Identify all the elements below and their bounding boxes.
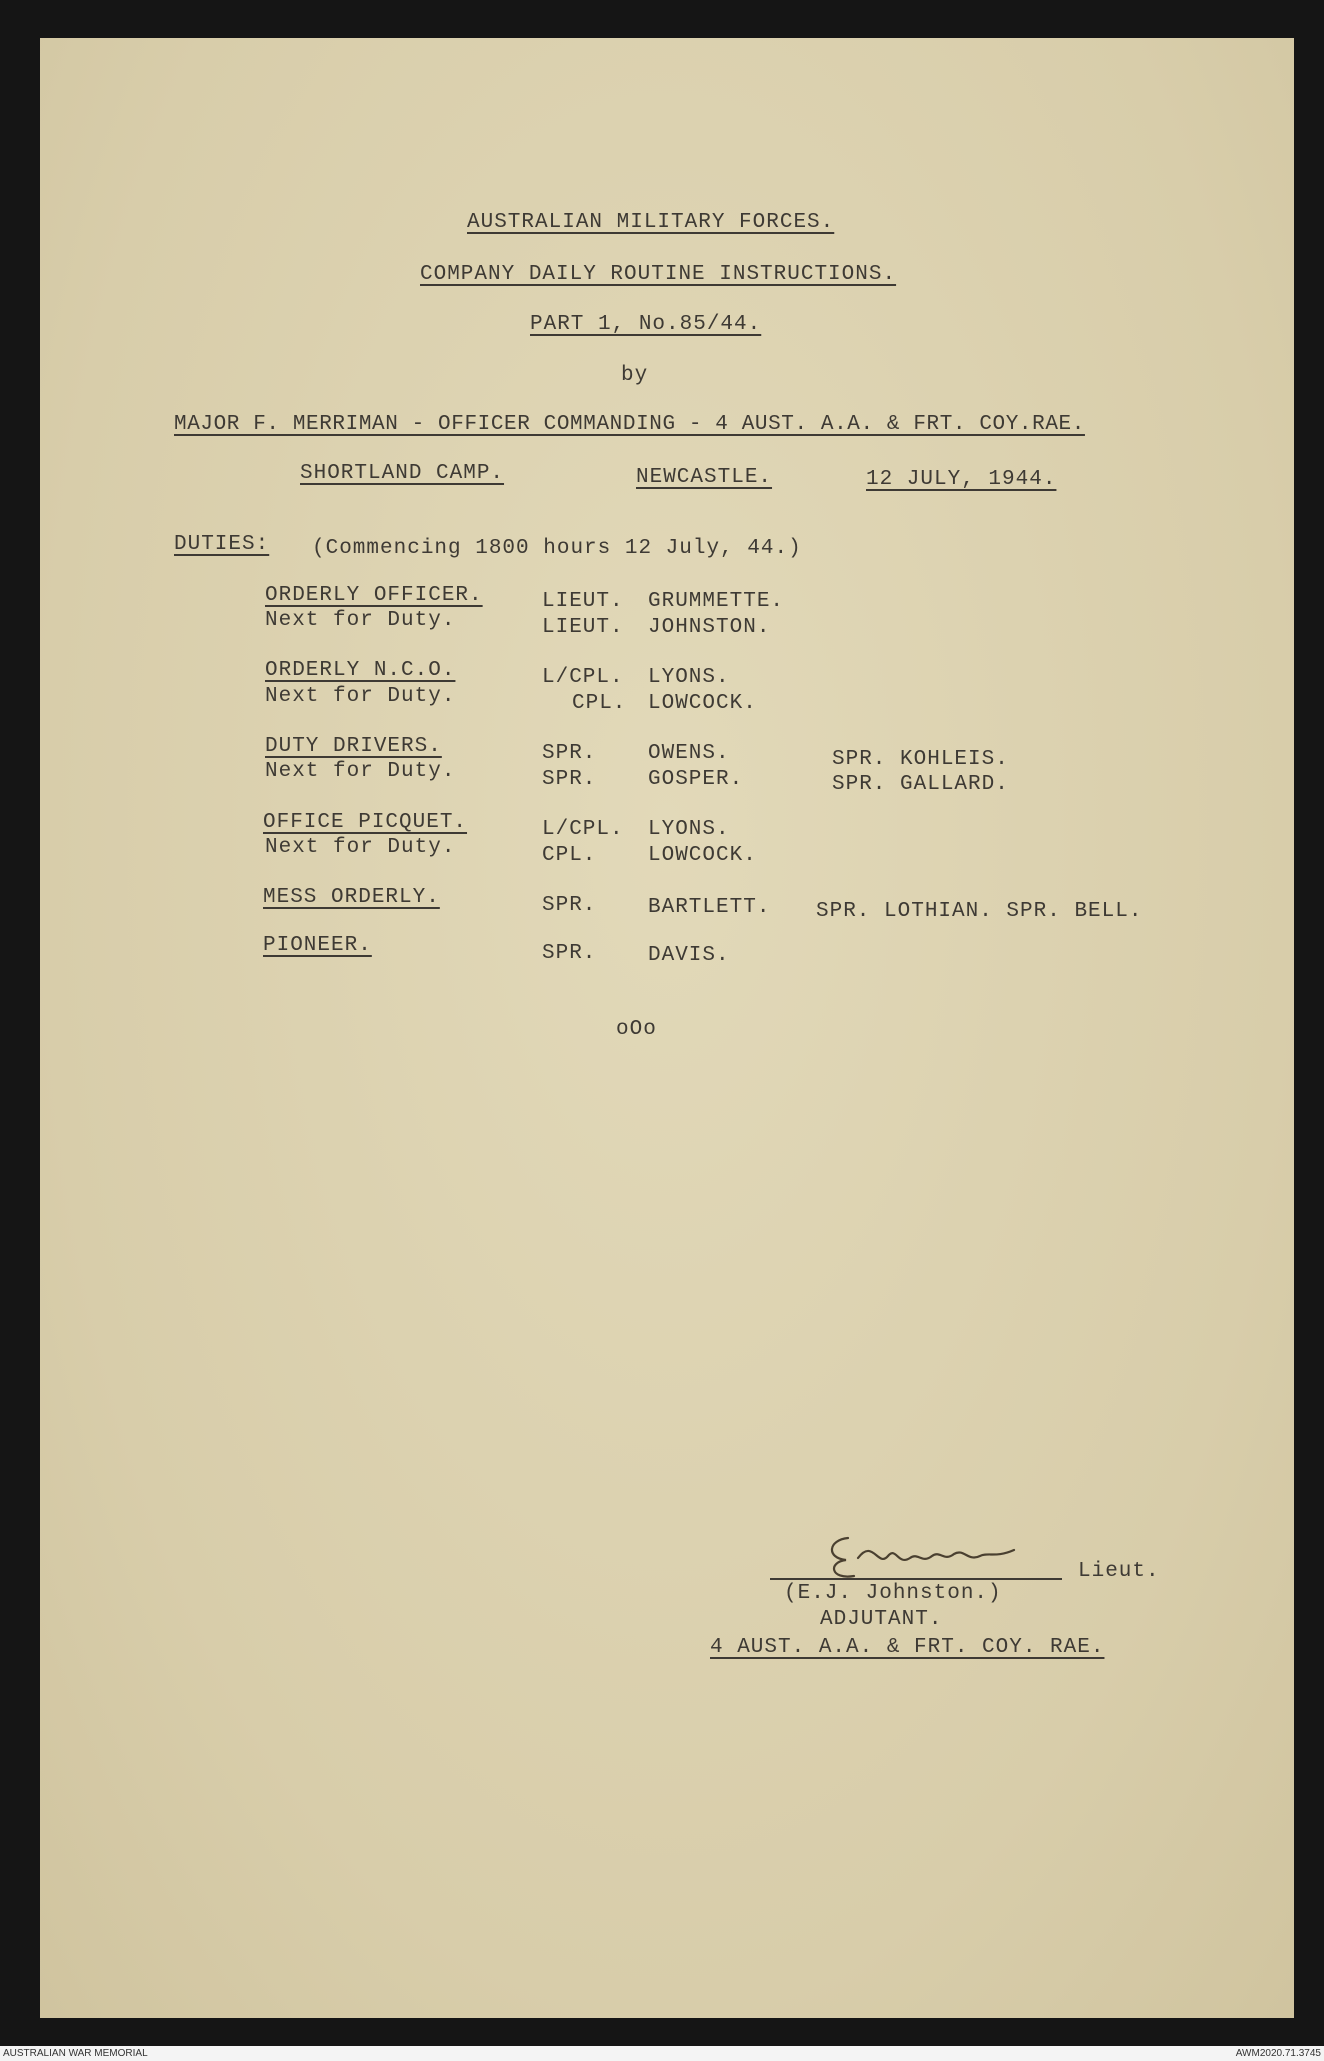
header-line-by: by (621, 364, 649, 387)
duty-name: DAVIS. (648, 944, 730, 967)
signer-name: (E.J. Johnston.) (784, 1582, 1002, 1605)
footer-institution: AUSTRALIAN WAR MEMORIAL (3, 2048, 148, 2059)
duty-rank: SPR. (542, 742, 597, 765)
footer-accession-id: AWM2020.71.3745 (1235, 2048, 1321, 2059)
header-line-part: PART 1, No.85/44. (530, 313, 762, 336)
duty-name: JOHNSTON. (648, 616, 771, 639)
duty-role: DUTY DRIVERS. (265, 735, 442, 758)
header-line-routine: COMPANY DAILY ROUTINE INSTRUCTIONS. (420, 263, 897, 286)
header-line-forces: AUSTRALIAN MILITARY FORCES. (467, 211, 835, 234)
duty-name: OWENS. (648, 742, 730, 765)
duty-rank: LIEUT. (542, 616, 624, 639)
duty-name: BARTLETT. (648, 896, 771, 919)
duty-role: MESS ORDERLY. (263, 886, 440, 909)
duty-rank: SPR. (542, 768, 597, 791)
signer-unit: 4 AUST. A.A. & FRT. COY. RAE. (710, 1636, 1105, 1659)
duty-role: Next for Duty. (265, 836, 456, 859)
duty-rank: CPL. (542, 844, 597, 867)
duty-role: Next for Duty. (265, 760, 456, 783)
duty-role: PIONEER. (263, 934, 372, 957)
duty-role: ORDERLY N.C.O. (265, 659, 456, 682)
duty-role: Next for Duty. (265, 609, 456, 632)
duty-name: GRUMMETTE. (648, 590, 785, 613)
duty-rank: L/CPL. (542, 666, 624, 689)
duty-extra: SPR. GALLARD. (832, 773, 1009, 796)
header-date: 12 JULY, 1944. (866, 468, 1057, 491)
duty-name: LOWCOCK. (648, 844, 757, 867)
duty-name: LYONS. (648, 818, 730, 841)
duty-rank: LIEUT. (542, 590, 624, 613)
duty-role: Next for Duty. (265, 685, 456, 708)
duties-label: DUTIES: (174, 533, 270, 556)
duty-role: OFFICE PICQUET. (263, 811, 468, 834)
duty-name: GOSPER. (648, 768, 744, 791)
header-location: SHORTLAND CAMP. (300, 462, 505, 485)
separator-mark: oOo (616, 1018, 657, 1041)
duty-rank: SPR. (542, 894, 597, 917)
duty-rank: SPR. (542, 942, 597, 965)
duty-rank: L/CPL. (542, 818, 624, 841)
signer-rank: Lieut. (1078, 1560, 1160, 1583)
duty-name: LOWCOCK. (648, 692, 757, 715)
header-line-officer: MAJOR F. MERRIMAN - OFFICER COMMANDING - 4 AUST. A.A. & FRT. COY.RAE. (174, 413, 1085, 436)
duty-rank: CPL. (572, 692, 627, 715)
duties-intro: (Commencing 1800 hours 12 July, 44.) (312, 537, 802, 560)
signer-title: ADJUTANT. (820, 1608, 943, 1631)
duty-extra: SPR. KOHLEIS. (832, 748, 1009, 771)
duty-name: LYONS. (648, 666, 730, 689)
header-city: NEWCASTLE. (636, 466, 773, 489)
duty-role: ORDERLY OFFICER. (265, 584, 483, 607)
signature-line (770, 1578, 1062, 1580)
duty-extra: SPR. LOTHIAN. SPR. BELL. (816, 900, 1143, 923)
